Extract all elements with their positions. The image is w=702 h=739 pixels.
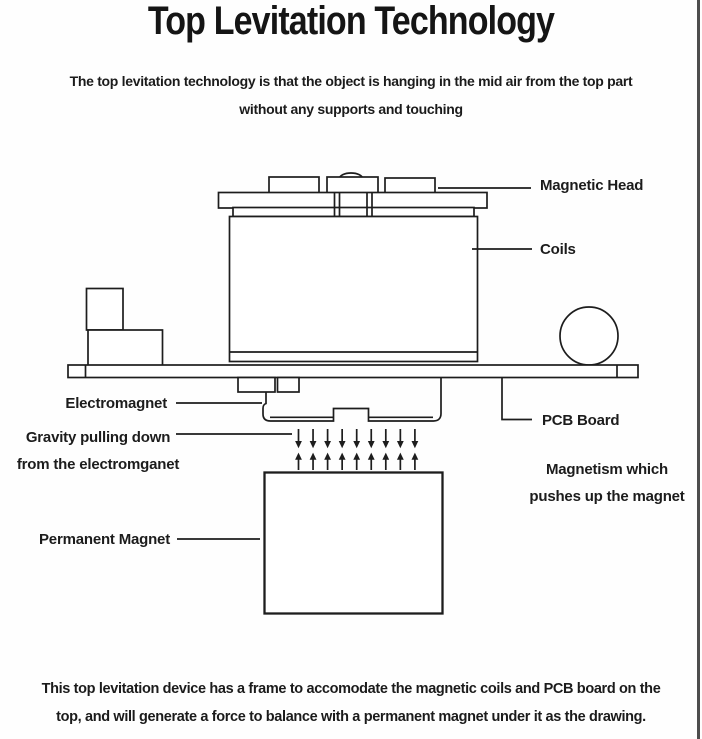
magnetism-up-arrows xyxy=(295,453,418,470)
step-block-lower xyxy=(88,330,163,366)
label-gravity-line2: from the electromganet xyxy=(16,455,180,473)
head-block-middle xyxy=(327,177,378,193)
label-magnetism xyxy=(517,456,697,510)
top-lip xyxy=(233,208,474,217)
label-magnetism-line1: Magnetism which xyxy=(545,461,669,478)
right-ball xyxy=(560,307,618,365)
label-magnetic-head: Magnetic Head xyxy=(540,177,644,194)
magnetic-head-assembly xyxy=(219,173,488,217)
footer-line1: This top levitation device has a frame to accomodate the magnetic coils and PCB board on the xyxy=(41,681,661,697)
permanent-magnet-shape xyxy=(265,473,443,614)
head-block-right xyxy=(385,178,435,193)
subtitle-line2: without any supports and touching xyxy=(239,101,463,117)
label-gravity-line1: Gravity pulling down xyxy=(25,429,171,446)
label-gravity xyxy=(5,425,191,478)
page-title: Top Levitation Technology xyxy=(147,0,555,43)
electromagnet-shape xyxy=(238,378,441,422)
step-block-upper xyxy=(87,289,124,331)
hang-block-left xyxy=(238,378,275,393)
label-coils: Coils xyxy=(540,241,576,258)
label-electromagnet: Electromagnet xyxy=(65,395,167,412)
pcb-board-leader xyxy=(502,378,532,420)
image-right-border xyxy=(697,0,700,739)
pcb-board-bar xyxy=(68,365,638,378)
label-permanent-magnet: Permanent Magnet xyxy=(39,531,170,548)
top-plate xyxy=(219,193,488,209)
label-pcb-board: PCB Board xyxy=(542,412,620,429)
coil-body xyxy=(230,217,478,362)
left-step-blocks xyxy=(87,289,163,366)
coil-cylinder xyxy=(230,217,478,362)
pcb-board-rect xyxy=(68,365,638,378)
head-block-left xyxy=(269,177,319,193)
subtitle-line1: The top levitation technology is that the object is hanging in the mid air from the top part xyxy=(69,73,633,89)
footer-paragraph xyxy=(0,676,702,731)
hang-block-right xyxy=(278,378,300,393)
footer-line2: top, and will generate a force to balance with a permanent magnet under it as the drawing. xyxy=(56,708,646,725)
label-magnetism-line2: pushes up the magnet xyxy=(529,488,685,505)
gravity-down-arrows xyxy=(295,429,418,448)
